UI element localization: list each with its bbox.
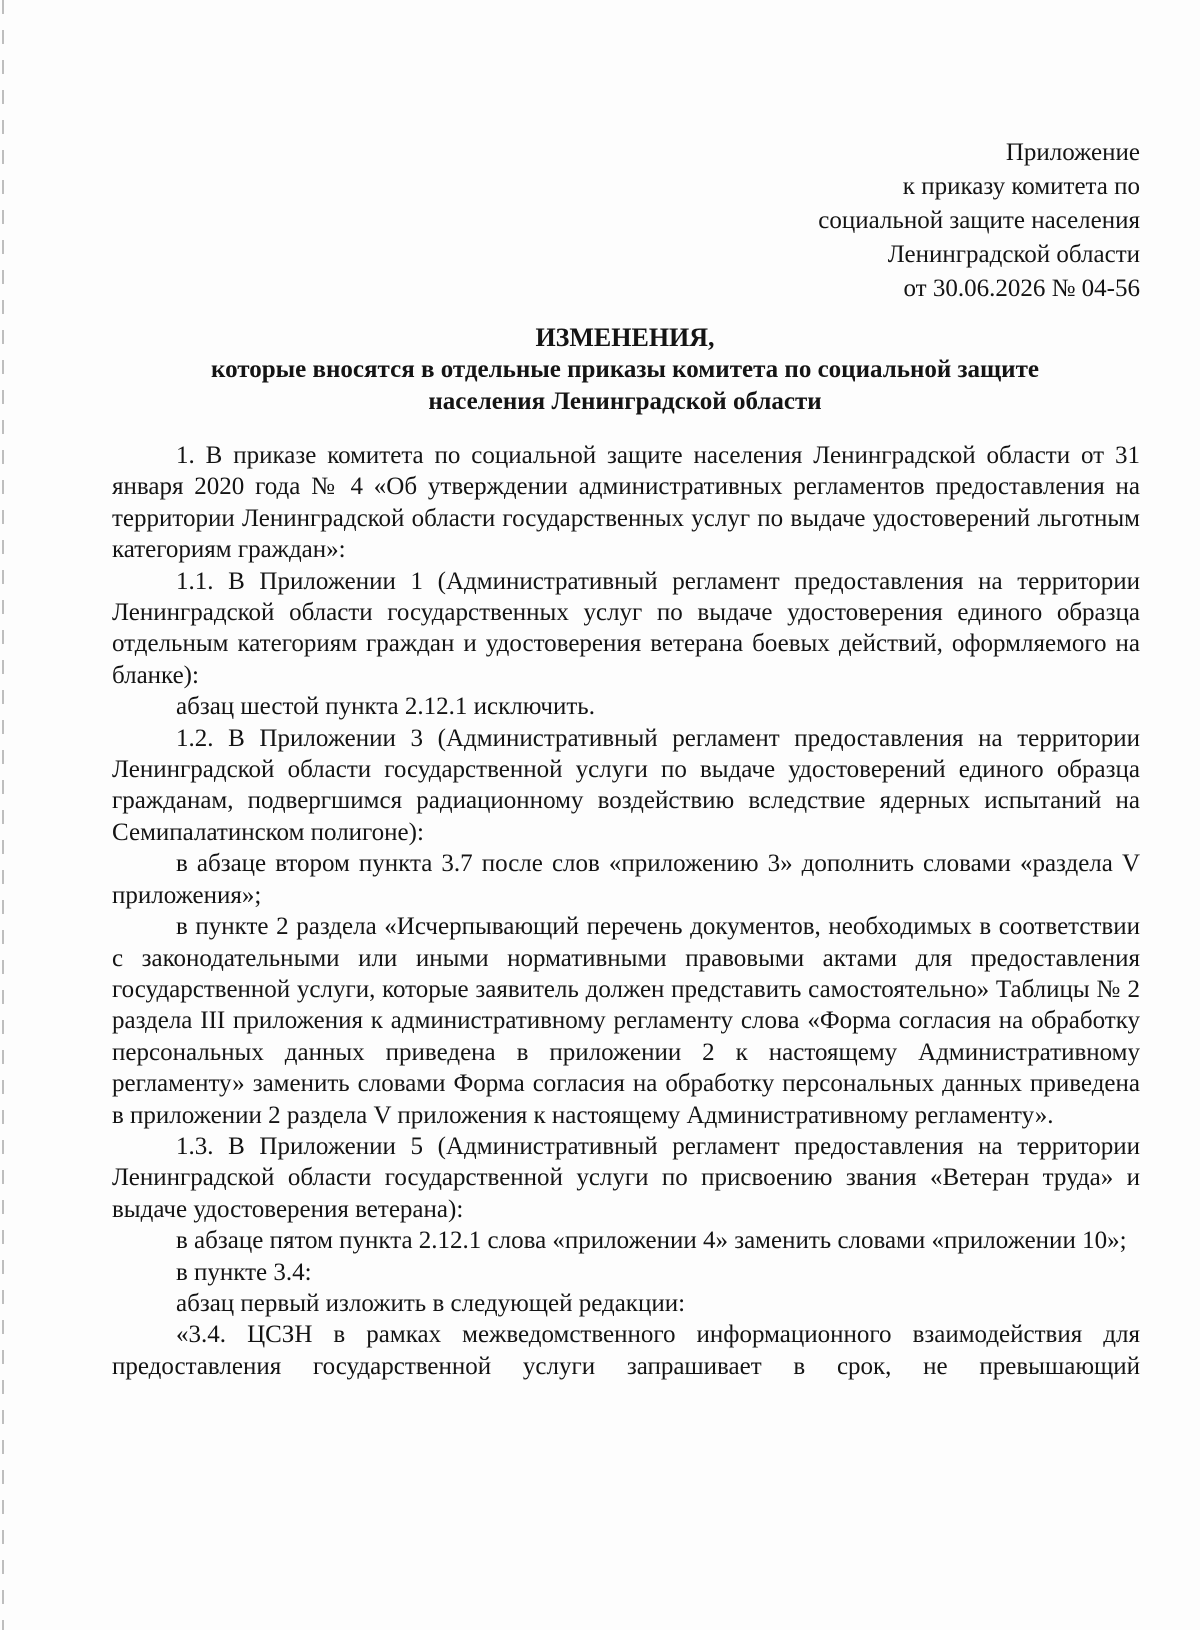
paragraph: абзац шестой пункта 2.12.1 исключить.: [176, 693, 595, 721]
heading-title: ИЗМЕНЕНИЯ,: [535, 323, 715, 352]
paragraph: 1.1. В Приложении 1 (Административный регламент предоставления на территории Ленинградской области государственных услуг по выдаче удостоверения единого образца отдельным категориям граждан и удостоверения ветерана боевых действий, оформляемого на бланке):: [112, 567, 1140, 689]
scan-edge-mark: [2, 0, 4, 1630]
stamp-line: Приложение: [1005, 139, 1140, 166]
heading-subtitle-line: населения Ленинградской области: [428, 388, 822, 415]
heading-subtitle-line: которые вносятся в отдельные приказы комитета по социальной защите: [211, 356, 1039, 383]
paragraph: абзац первый изложить в следующей редакции:: [176, 1289, 686, 1317]
appendix-stamp: [818, 136, 1140, 306]
paragraph: 1. В приказе комитета по социальной защите населения Ленинградской области от 31 января 2020 года № 4 «Об утверждении административных регламентов предоставления на территории Ленинградской области государственных услуг по выдаче удостоверений льготным категориям граждан»:: [112, 442, 1140, 564]
document-body: [112, 440, 1140, 1382]
paragraph: в абзаце втором пункта 3.7 после слов «приложению 3» дополнить словами «раздела V приложения»;: [112, 850, 1140, 909]
paragraph: в пункте 3.4:: [176, 1258, 312, 1286]
paragraph: в абзаце пятом пункта 2.12.1 слова «приложении 4» заменить словами «приложении 10»;: [176, 1227, 1127, 1255]
stamp-line: социальной защите населения: [818, 207, 1140, 234]
paragraph: «3.4. ЦСЗН в рамках межведомственного информационного взаимодействия для предоставления государственной услуги запрашивает в срок, не превышающий: [112, 1321, 1140, 1380]
paragraph: в пункте 2 раздела «Исчерпывающий перечень документов, необходимых в соответствии с законодательными или иными нормативными правовыми актами для предоставления государственной услуги, которые заявитель должен представить самостоятельно» Таблицы № 2 раздела III приложения к административному регламенту слова «Форма согласия на обработку персональных данных приведена в приложении 2 к настоящему Административному регламенту» заменить словами Форма согласия на обработку персональных данных приведена в приложении 2 раздела V приложения к настоящему Административному регламенту».: [112, 913, 1140, 1129]
stamp-line: Ленинградской области: [887, 241, 1140, 268]
stamp-line: к приказу комитета по: [902, 173, 1140, 200]
paragraph: 1.2. В Приложении 3 (Административный регламент предоставления на территории Ленинградской области государственной услуги по выдаче удостоверений единого образца гражданам, подвергшимся радиационному воздействию вследствие ядерных испытаний на Семипалатинском полигоне):: [112, 724, 1140, 846]
paragraph: 1.3. В Приложении 5 (Административный регламент предоставления на территории Ленинградской области государственной услуги по присвоению звания «Ветеран труда» и выдаче удостоверения ветерана):: [112, 1132, 1140, 1223]
stamp-line: от 30.06.2026 № 04-56: [903, 275, 1140, 302]
document-heading: [110, 322, 1140, 418]
